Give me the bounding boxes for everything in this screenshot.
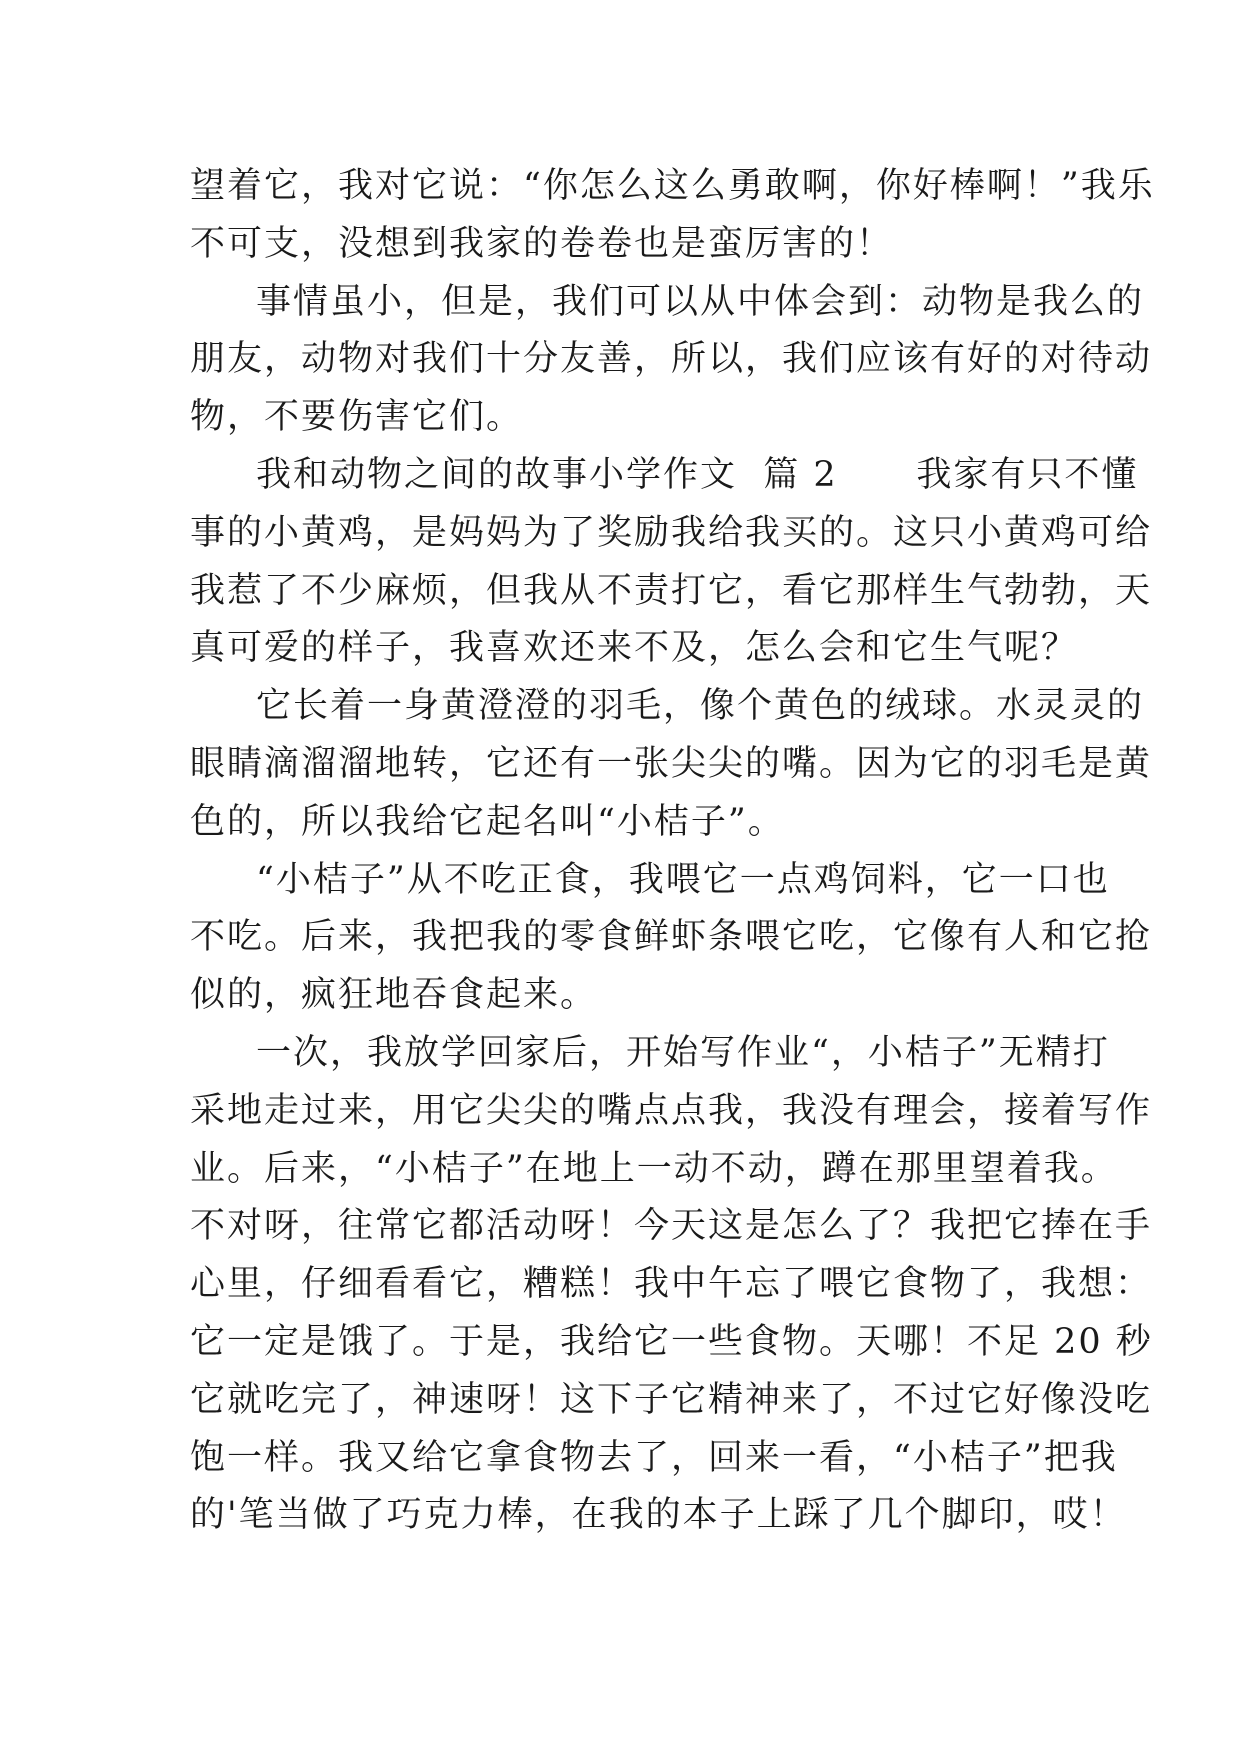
text-line: 事的小黄鸡，是妈妈为了奖励我给我买的。这只小黄鸡可给: [190, 512, 1153, 553]
text-line: 似的，疯狂地吞食起来。: [190, 975, 598, 1016]
text-line: 物，不要伤害它们。: [190, 397, 524, 438]
text-line: 不吃。后来，我把我的零食鲜虾条喂它吃，它像有人和它抢: [190, 917, 1153, 958]
paragraph-start-line: “小桔子”从不吃正食，我喂它一点鸡饲料，它一口也: [256, 859, 1110, 900]
text-line: 它就吃完了，神速呀！这下子它精神来了，不过它好像没吃: [190, 1379, 1153, 1420]
paragraph-start-line: 事情虽小，但是，我们可以从中体会到：动物是我么的: [256, 281, 1145, 322]
text-line: 我惹了不少麻烦，但我从不责打它，看它那样生气勃勃，天: [190, 570, 1153, 611]
text-line: 望着它，我对它说：“你怎么这么勇敢啊，你好棒啊！”我乐: [190, 166, 1155, 206]
paragraph-start-line: 一次，我放学回家后，开始写作业“，小桔子”无精打: [256, 1032, 1110, 1073]
text-line: 心里，仔细看看它，糟糕！我中午忘了喂它食物了，我想：: [190, 1264, 1153, 1305]
text-line: 业。后来，“小桔子”在地上一动不动，蹲在那里望着我。: [190, 1148, 1118, 1189]
text-line: 真可爱的样子，我喜欢还来不及，怎么会和它生气呢？: [190, 628, 1079, 669]
text-line: 采地走过来，用它尖尖的嘴点点我，我没有理会，接着写作: [190, 1090, 1153, 1131]
section-heading-line: 我和动物之间的故事小学作文 篇 2 我家有只不懂: [256, 454, 1139, 495]
text-line: 不可支，没想到我家的卷卷也是蛮厉害的！: [190, 223, 894, 264]
text-line: 朋友，动物对我们十分友善，所以，我们应该有好的对待动: [190, 339, 1153, 380]
text-line: 不对呀，往常它都活动呀！今天这是怎么了？我把它捧在手: [190, 1206, 1153, 1247]
text-line: 色的，所以我给它起名叫“小桔子”。: [190, 801, 785, 842]
text-line: 的'笔当做了巧克力棒，在我的本子上踩了几个脚印，哎！: [190, 1495, 1127, 1536]
text-line: 眼睛滴溜溜地转，它还有一张尖尖的嘴。因为它的羽毛是黄: [190, 743, 1153, 784]
text-line: 饱一样。我又给它拿食物去了，回来一看，“小桔子”把我: [190, 1437, 1118, 1478]
text-line: 它一定是饿了。于是，我给它一些食物。天哪！不足 20 秒: [190, 1321, 1153, 1362]
paragraph-start-line: 它长着一身黄澄澄的羽毛，像个黄色的绒球。水灵灵的: [256, 686, 1145, 727]
essay-body: [190, 158, 1155, 1545]
